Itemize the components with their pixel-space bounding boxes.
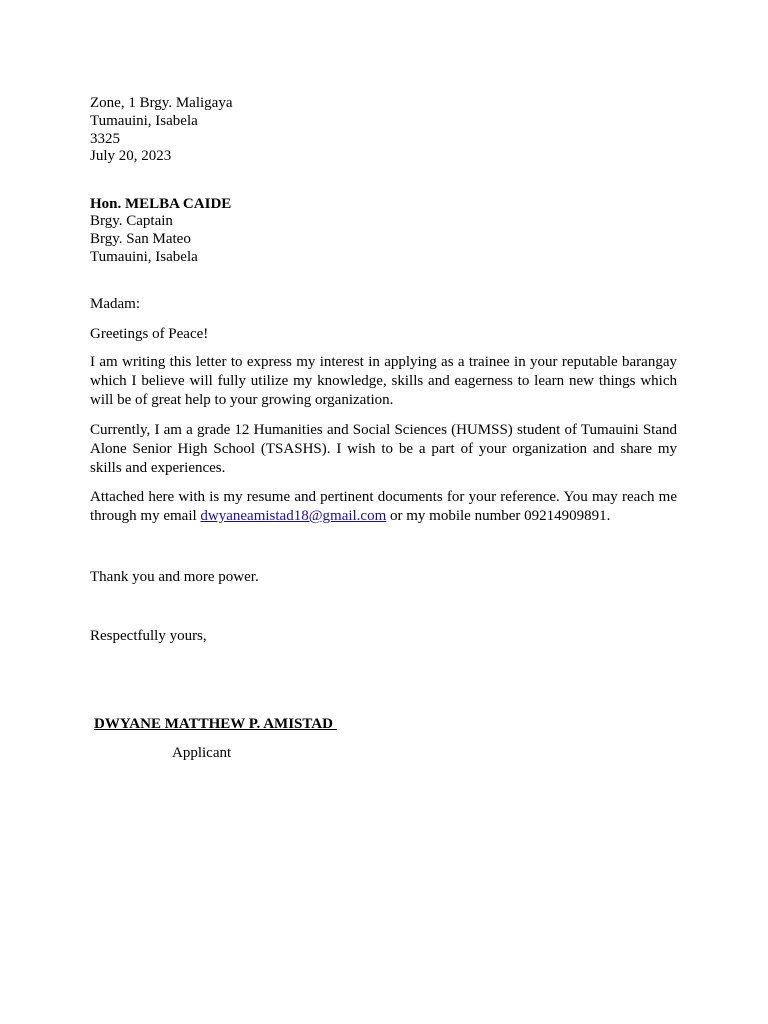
letter-date: July 20, 2023 bbox=[90, 148, 172, 164]
recipient-barangay: Brgy. San Mateo bbox=[90, 231, 191, 247]
signature-title: Applicant bbox=[172, 745, 232, 761]
body-paragraph-3 bbox=[90, 488, 677, 526]
sender-address-line2: Tumauini, Isabela bbox=[90, 113, 198, 129]
body-paragraph-2: Currently, I am a grade 12 Humanities and Social Sciences (HUMSS) student of Tumauini Stand Alone Senior High School (TSASHS). I wish to be a part of your organization and share my skills and experiences. bbox=[90, 422, 677, 476]
body-paragraph-1: I am writing this letter to express my interest in applying as a trainee in your reputable barangay which I believe will fully utilize my knowledge, skills and eagerness to learn new things which will be of great help to your growing organization. bbox=[90, 354, 677, 408]
greeting: Greetings of Peace! bbox=[90, 326, 209, 342]
salutation: Madam: bbox=[90, 296, 140, 312]
thanks-line: Thank you and more power. bbox=[90, 569, 259, 585]
sender-zip: 3325 bbox=[90, 131, 120, 147]
sender-address-line1: Zone, 1 Brgy. Maligaya bbox=[90, 95, 233, 111]
recipient-position: Brgy. Captain bbox=[90, 213, 173, 229]
closing-line: Respectfully yours, bbox=[90, 628, 207, 644]
recipient-city: Tumauini, Isabela bbox=[90, 249, 198, 265]
paragraph-3-text-start: Attached here with is my resume and pertinent documents for your reference. You may reach me through my email bbox=[90, 489, 677, 524]
paragraph-3-text-end: or my mobile number 09214909891. bbox=[386, 508, 611, 524]
email-link[interactable]: dwyaneamistad18@gmail.com bbox=[200, 508, 387, 524]
signature-name: DWYANE MATTHEW P. AMISTAD bbox=[94, 716, 337, 732]
recipient-name: Hon. MELBA CAIDE bbox=[90, 196, 232, 212]
